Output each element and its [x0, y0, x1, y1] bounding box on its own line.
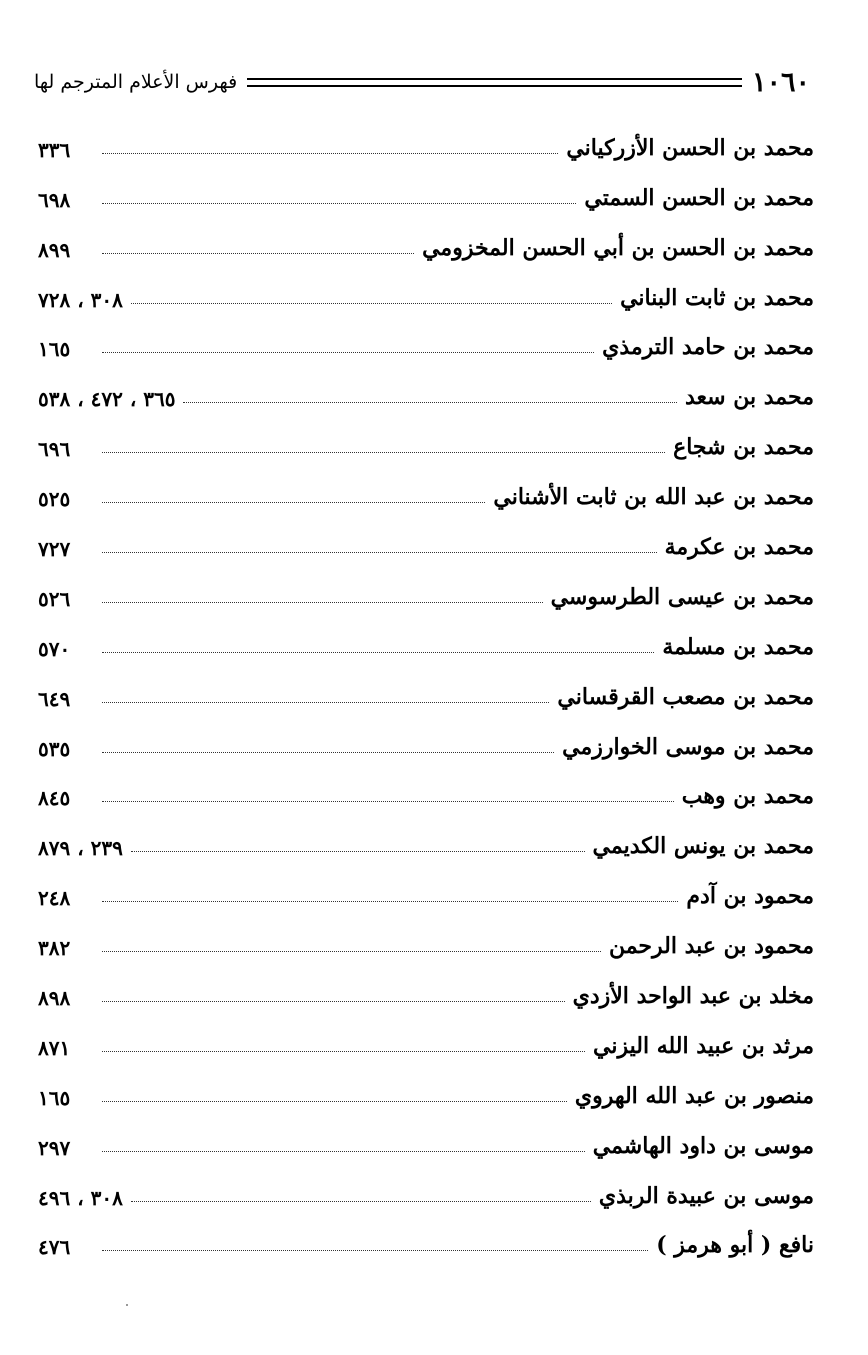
entry-page-numbers: ٦٩٨	[38, 187, 71, 212]
entry-name: محمود بن عبد الرحمن	[608, 933, 814, 960]
entry-page-numbers: ٧٢٧	[38, 537, 71, 562]
entry-name: محمد بن مصعب القرقساني	[557, 683, 814, 710]
dot-leader	[102, 602, 543, 603]
entry-name: موسى بن عبيدة الربذي	[598, 1182, 814, 1209]
entry-name: محمد بن الحسن الأزركياني	[566, 134, 814, 161]
entry-name: محمد بن الحسن السمتي	[584, 184, 814, 211]
entry-name: محمد بن حامد الترمذي	[602, 334, 814, 361]
page-number: ١٠٦٠	[751, 66, 810, 98]
entry-name: محمد بن الحسن بن أبي الحسن المخزومي	[422, 234, 814, 261]
dot-leader	[102, 1151, 585, 1152]
entry-name: نافع ( أبو هرمز )	[656, 1232, 814, 1259]
dot-leader	[102, 1250, 648, 1251]
dot-leader	[102, 951, 601, 952]
entry-page-numbers: ٥٧٠	[38, 636, 71, 661]
entry-name: محمد بن عبد الله بن ثابت الأشناني	[493, 484, 814, 511]
index-entry	[38, 514, 814, 564]
entry-page-numbers: ٣٠٨ ، ٧٢٨	[38, 287, 123, 312]
entry-name: مرثد بن عبيد الله اليزني	[593, 1032, 814, 1059]
index-entry	[38, 414, 814, 464]
index-entry	[38, 115, 814, 165]
entry-page-numbers: ١٦٥	[38, 1085, 71, 1110]
dot-leader	[102, 901, 678, 902]
dot-leader	[102, 801, 674, 802]
entry-page-numbers: ٣٠٨ ، ٤٩٦	[38, 1185, 123, 1210]
entry-name: محمد بن يونس الكديمي	[592, 833, 814, 860]
entry-name: محمود بن آدم	[686, 883, 814, 910]
entry-page-numbers: ٢٤٨	[38, 886, 71, 911]
entry-page-numbers: ٨٩٨	[38, 986, 71, 1011]
index-entry	[38, 564, 814, 614]
index-entry	[38, 863, 814, 913]
index-entry	[38, 714, 814, 764]
dot-leader	[102, 153, 558, 154]
dot-leader	[102, 702, 549, 703]
entry-page-numbers: ٥٢٦	[38, 586, 71, 611]
index-entries-list	[38, 115, 814, 1262]
index-entry	[38, 1213, 814, 1263]
entry-page-numbers: ٥٢٥	[38, 487, 71, 512]
index-entry	[38, 315, 814, 365]
index-entry	[38, 614, 814, 664]
scan-speck	[126, 1304, 128, 1306]
index-entry	[38, 1163, 814, 1213]
index-entry	[38, 1063, 814, 1113]
entry-name: موسى بن داود الهاشمي	[592, 1132, 814, 1159]
entry-page-numbers: ٣٨٢	[38, 936, 71, 961]
entry-name: محمد بن وهب	[681, 783, 814, 810]
entry-name: محمد بن عيسى الطرسوسي	[550, 583, 814, 610]
index-entry	[38, 1113, 814, 1163]
entry-page-numbers: ١٦٥	[38, 337, 71, 362]
entry-name: مخلد بن عبد الواحد الأزدي	[572, 983, 814, 1010]
index-entry	[38, 764, 814, 814]
index-entry	[38, 464, 814, 514]
index-entry	[38, 1013, 814, 1063]
entry-page-numbers: ٤٧٦	[38, 1235, 71, 1260]
entry-page-numbers: ٢٣٩ ، ٨٧٩	[38, 836, 123, 861]
dot-leader	[131, 1201, 591, 1202]
header-double-rule	[247, 78, 742, 87]
dot-leader	[102, 352, 594, 353]
dot-leader	[102, 652, 654, 653]
dot-leader	[102, 253, 414, 254]
entry-page-numbers: ٢٩٧	[38, 1135, 71, 1160]
dot-leader	[131, 303, 612, 304]
entry-page-numbers: ٨٧١	[38, 1035, 71, 1060]
index-entry	[38, 265, 814, 315]
index-entry	[38, 215, 814, 265]
index-entry	[38, 813, 814, 863]
index-entry	[38, 364, 814, 414]
entry-name: محمد بن شجاع	[673, 434, 814, 461]
entry-name: محمد بن سعد	[684, 384, 814, 411]
index-entry	[38, 913, 814, 963]
page-header	[34, 62, 810, 102]
index-entry	[38, 963, 814, 1013]
entry-name: محمد بن عكرمة	[664, 534, 814, 561]
dot-leader	[131, 851, 585, 852]
entry-page-numbers: ٥٣٥	[38, 736, 71, 761]
dot-leader	[102, 1101, 567, 1102]
entry-page-numbers: ٨٩٩	[38, 237, 71, 262]
entry-name: منصور بن عبد الله الهروي	[574, 1082, 814, 1109]
dot-leader	[183, 402, 676, 403]
entry-page-numbers: ٣٣٦	[38, 137, 71, 162]
dot-leader	[102, 752, 554, 753]
dot-leader	[102, 452, 665, 453]
entry-page-numbers: ٣٦٥ ، ٤٧٢ ، ٥٣٨	[38, 387, 176, 412]
entry-page-numbers: ٦٩٦	[38, 437, 71, 462]
entry-page-numbers: ٨٤٥	[38, 786, 71, 811]
index-entry	[38, 165, 814, 215]
dot-leader	[102, 552, 657, 553]
dot-leader	[102, 1051, 585, 1052]
dot-leader	[102, 502, 485, 503]
dot-leader	[102, 203, 576, 204]
running-title: فهرس الأعلام المترجم لها	[34, 71, 238, 93]
index-entry	[38, 664, 814, 714]
entry-page-numbers: ٦٤٩	[38, 686, 71, 711]
entry-name: محمد بن موسى الخوارزمي	[562, 733, 814, 760]
entry-name: محمد بن ثابت البناني	[620, 284, 814, 311]
dot-leader	[102, 1001, 565, 1002]
entry-name: محمد بن مسلمة	[662, 633, 814, 660]
